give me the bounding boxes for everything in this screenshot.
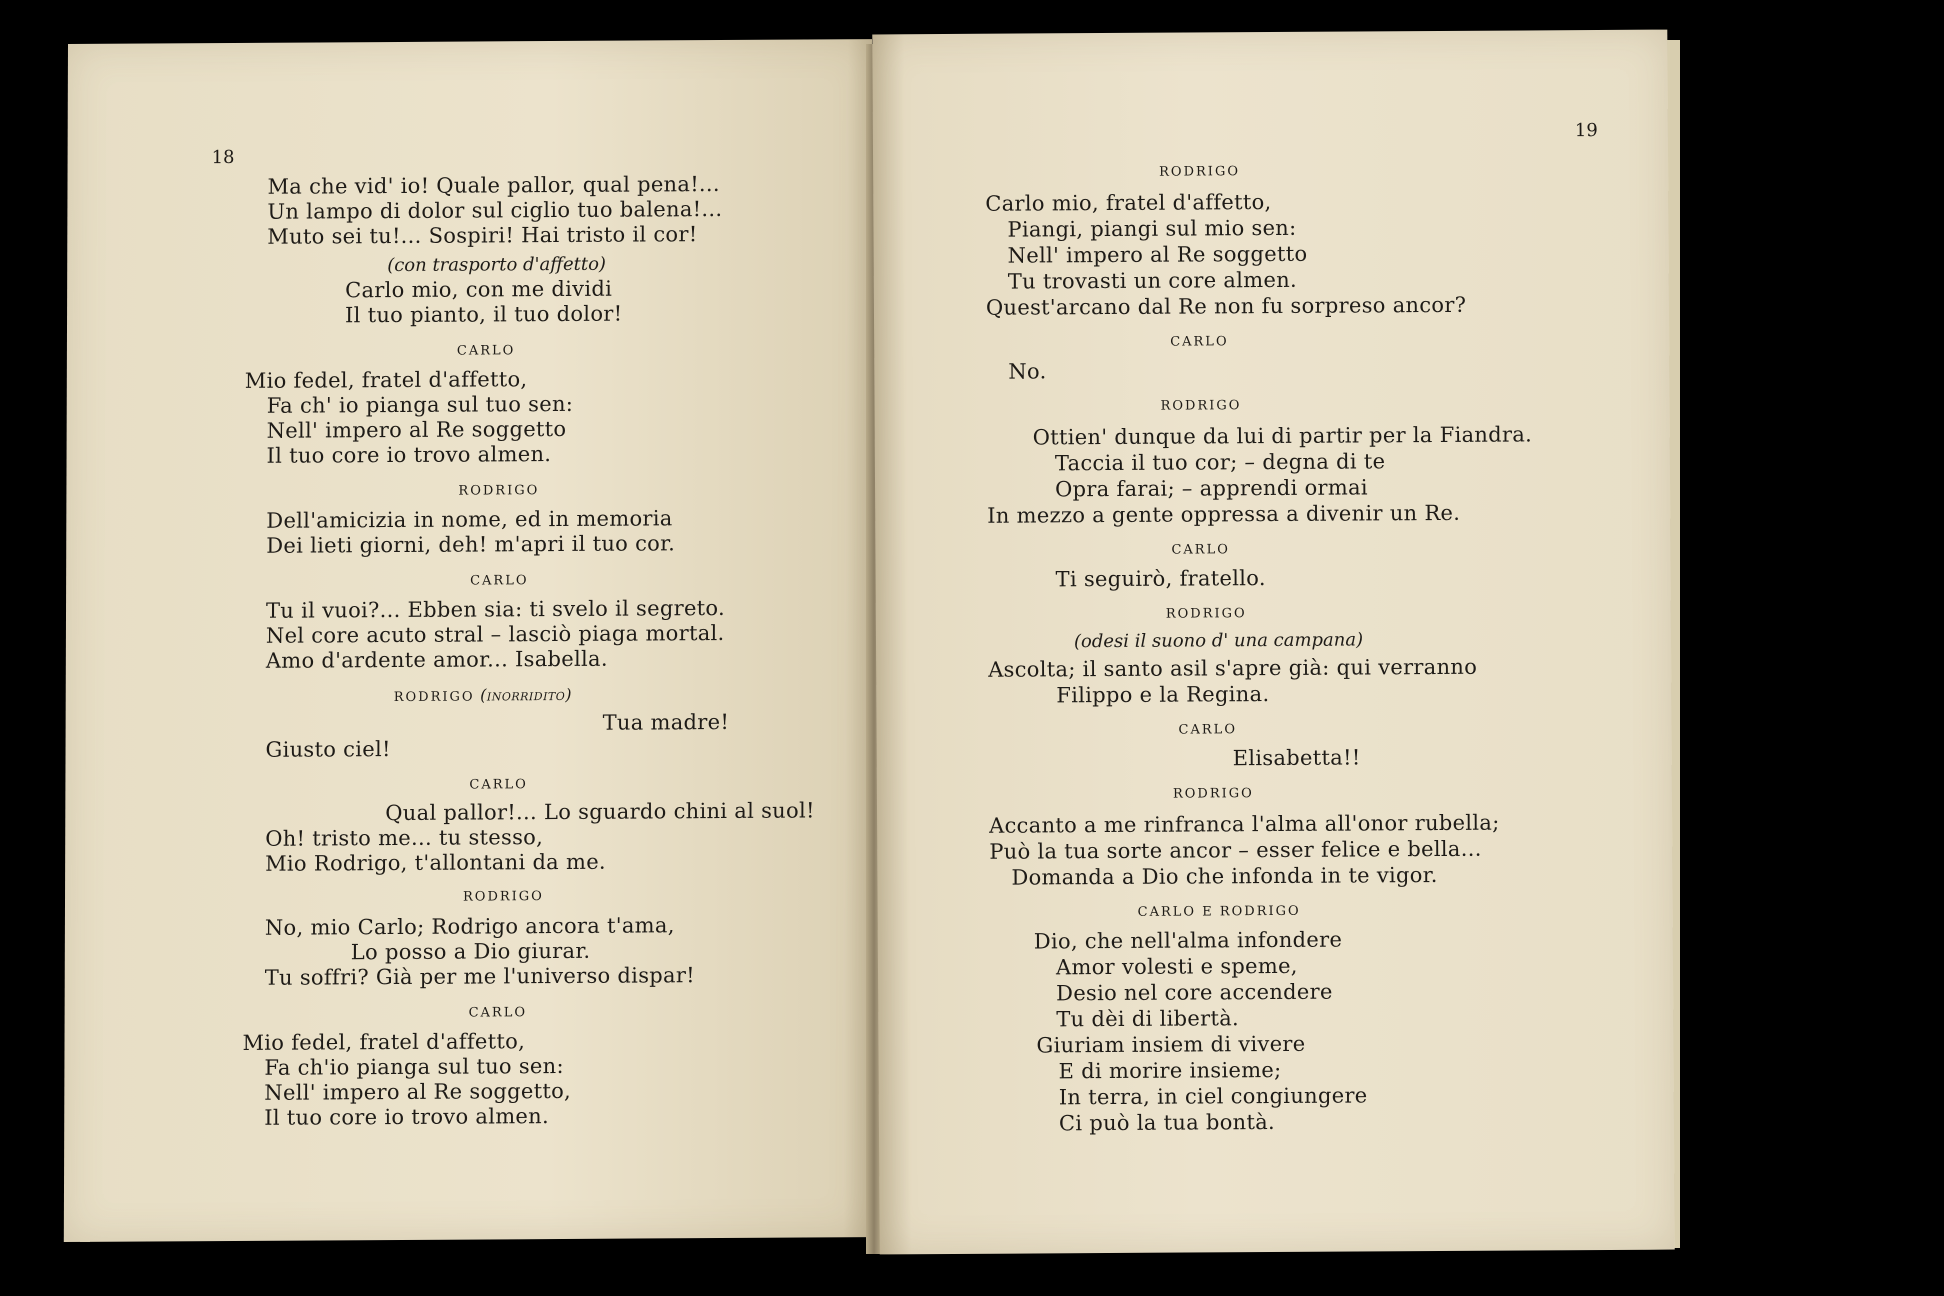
verse-line: Il tuo core io trovo almen. xyxy=(264,1104,550,1130)
verse-line: Opra farai; – apprendi ormai xyxy=(1054,475,1368,502)
speaker-label: CARLO xyxy=(470,573,529,589)
verse-line: Nell' impero al Re soggetto, xyxy=(264,1078,572,1105)
verse-line: Domanda a Dio che infonda in te vigor. xyxy=(1011,863,1438,890)
speaker-label: RODRIGO xyxy=(393,689,475,706)
verse-line: Quest'arcano dal Re non fu sorpreso ancor? xyxy=(985,292,1467,320)
speaker-label: RODRIGO xyxy=(458,483,540,499)
speaker-name xyxy=(469,1005,527,1021)
verse-line: Tu soffri? Già per me l'universo dispar! xyxy=(264,963,695,990)
verse-line: Filippo e la Regina. xyxy=(1056,682,1270,708)
stage-direction: (odesi il suono d' una campana) xyxy=(1073,629,1364,653)
verse-line: Ascolta; il santo asil s'apre già: qui verranno xyxy=(988,654,1478,682)
verse-line: Dell'amicizia in nome, ed in memoria xyxy=(266,506,673,533)
verse-line: Un lampo di dolor sul ciglio tuo balena!... xyxy=(267,197,723,224)
verse-line: Tua madre! xyxy=(602,709,730,735)
verse-line: Nell' impero al Re soggetto xyxy=(1007,241,1308,268)
verse-line: Amor volesti e speme, xyxy=(1055,953,1298,980)
verse-line: Ti seguirò, fratello. xyxy=(1055,566,1266,592)
speaker-name xyxy=(1170,334,1229,350)
speaker-label: CARLO xyxy=(1171,542,1230,558)
verse-line: Oh! tristo me... tu stesso, xyxy=(265,825,544,851)
speaker-label: CARLO xyxy=(456,343,516,359)
speaker-name xyxy=(1159,164,1240,180)
verse-line: Ottien' dunque da lui di partir per la Fiandra. xyxy=(1032,422,1533,450)
right-page xyxy=(872,30,1674,1255)
speaker-name xyxy=(463,889,544,905)
verse-line: E di morire insieme; xyxy=(1058,1057,1282,1084)
verse-line: Elisabetta!! xyxy=(1232,745,1361,771)
verse-line: Mio fedel, fratel d'affetto, xyxy=(242,1029,526,1055)
verse-line: Fa ch' io pianga sul tuo sen: xyxy=(266,391,574,418)
verse-line: No, mio Carlo; Rodrigo ancora t'ama, xyxy=(264,913,675,940)
stage-direction: (con trasporto d'affetto) xyxy=(387,253,607,277)
verse-line: Desio nel core accendere xyxy=(1056,979,1333,1006)
page-number-left: 18 xyxy=(211,146,235,169)
speaker-name xyxy=(469,777,527,793)
speaker-name xyxy=(1171,542,1230,558)
verse-line: Dei lieti giorni, deh! m'apri il tuo cor. xyxy=(266,531,676,558)
speaker-name xyxy=(458,483,539,499)
speaker-label: CARLO xyxy=(1178,722,1238,738)
verse-line: Muto sei tu!... Sospiri! Hai tristo il cor! xyxy=(267,222,698,249)
verse-line: In mezzo a gente oppressa a divenir un Re. xyxy=(987,500,1461,528)
verse-line: Tu dèi di libertà. xyxy=(1056,1006,1240,1032)
right-page-text xyxy=(872,30,1674,1255)
verse-line: Tu il vuoi?... Ebben sia: ti svelo il segreto. xyxy=(265,595,726,623)
verse-line: Nell' impero al Re soggetto xyxy=(266,416,567,443)
left-page xyxy=(64,39,872,1242)
verse-line: Carlo mio, con me dividi xyxy=(345,276,613,303)
speaker-name xyxy=(1138,904,1301,921)
verse-line: Può la tua sorte ancor – esser felice e bella... xyxy=(989,836,1482,864)
verse-line: Piangi, piangi sul mio sen: xyxy=(1007,215,1297,242)
speaker-label: CARLO xyxy=(468,1005,528,1021)
verse-line: Fa ch'io pianga sul tuo sen: xyxy=(264,1053,564,1080)
speaker-label: CARLO xyxy=(1170,334,1229,350)
verse-line: In terra, in ciel congiungere xyxy=(1058,1083,1368,1110)
verse-line: Dio, che nell'alma infondere xyxy=(1033,927,1343,954)
verse-line: Carlo mio, fratel d'affetto, xyxy=(985,190,1272,216)
speaker-name xyxy=(470,573,528,589)
open-book xyxy=(68,22,1680,1254)
verse-line: Amo d'ardente amor... Isabella. xyxy=(265,646,608,673)
verse-line: Giusto ciel! xyxy=(265,737,391,762)
verse-line: Taccia il tuo cor; – degna di te xyxy=(1054,449,1386,476)
left-page-text xyxy=(64,39,872,1242)
verse-line: No. xyxy=(1008,359,1047,384)
speaker-label: CARLO E RODRIGO xyxy=(1137,903,1301,920)
verse-line: Mio fedel, fratel d'affetto, xyxy=(244,367,528,393)
speaker-name xyxy=(1173,786,1254,802)
speaker-label: RODRIGO xyxy=(462,889,544,905)
verse-line: Lo posso a Dio giurar. xyxy=(350,938,591,965)
verse-line: Qual pallor!... Lo sguardo chini al suol! xyxy=(385,798,815,826)
verse-line: Ci può la tua bontà. xyxy=(1058,1110,1276,1136)
page-number-right: 19 xyxy=(1574,120,1598,142)
verse-line: Il tuo core io trovo almen. xyxy=(266,442,552,468)
speaker-label: CARLO xyxy=(469,777,528,793)
verse-line: Accanto a me rinfranca l'alma all'onor rubella; xyxy=(989,810,1500,838)
speaker-label: RODRIGO xyxy=(1172,786,1254,802)
verse-line: Il tuo pianto, il tuo dolor! xyxy=(345,301,623,328)
verse-line: Giuriam insiem di vivere xyxy=(1036,1031,1306,1058)
verse-line: Mio Rodrigo, t'allontani da me. xyxy=(265,849,606,876)
stage-direction: (inorridito) xyxy=(474,684,573,705)
speaker-name xyxy=(1161,398,1242,414)
speaker-name xyxy=(1178,722,1237,738)
speaker-name xyxy=(1166,606,1247,622)
verse-line: Nel core acuto stral – lasciò piaga mortal. xyxy=(265,620,725,648)
speaker-label: RODRIGO xyxy=(1159,164,1241,180)
verse-line: Tu trovasti un core almen. xyxy=(1007,267,1298,294)
speaker-label: RODRIGO xyxy=(1160,398,1242,414)
speaker-name xyxy=(393,684,573,706)
speaker-name xyxy=(457,343,515,359)
verse-line: Ma che vid' io! Quale pallor, qual pena!... xyxy=(267,172,720,199)
speaker-label: RODRIGO xyxy=(1165,606,1247,622)
